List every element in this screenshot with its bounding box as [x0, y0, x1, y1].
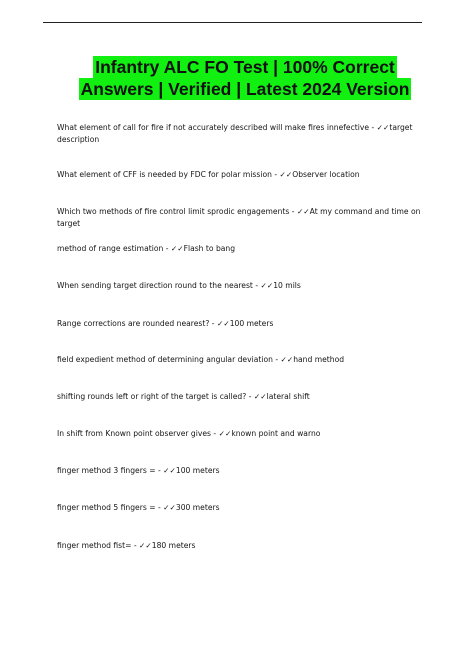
question-text: method of range estimation: [57, 244, 164, 253]
question-text: Range corrections are rounded nearest?: [57, 319, 210, 328]
check-icon: ✓✓: [260, 281, 274, 290]
separator: -: [271, 170, 280, 179]
separator: -: [252, 281, 261, 290]
check-icon: ✓✓: [253, 392, 267, 401]
title-line-2: Answers | Verified | Latest 2024 Version: [80, 79, 410, 99]
top-rule: [43, 22, 422, 23]
qa-item-11: [57, 502, 427, 514]
answer-text: target description: [57, 123, 413, 144]
separator: -: [131, 541, 140, 550]
qa-item-10: [57, 465, 427, 477]
check-icon: ✓✓: [218, 429, 232, 438]
answer-text: known point and warno: [231, 429, 321, 438]
question-text: When sending target direction round to the nearest: [57, 281, 253, 290]
answer-text: Observer location: [292, 170, 360, 179]
qa-item-2: [57, 169, 427, 181]
check-icon: ✓✓: [376, 123, 390, 132]
answer-text: 10 mils: [273, 281, 301, 290]
qa-item-4: [57, 243, 427, 255]
check-icon: ✓✓: [296, 207, 310, 216]
question-text: What element of CFF is needed by FDC for polar mission: [57, 170, 272, 179]
check-icon: ✓✓: [280, 355, 294, 364]
qa-item-3: [57, 206, 427, 230]
check-icon: ✓✓: [139, 541, 152, 550]
separator: -: [163, 244, 171, 253]
qa-item-7: [57, 354, 427, 366]
check-icon: ✓✓: [163, 503, 176, 512]
check-icon: ✓✓: [170, 244, 184, 253]
answer-text: 300 meters: [175, 503, 220, 512]
check-icon: ✓✓: [216, 319, 230, 328]
answer-text: At my command and time on target: [57, 207, 421, 228]
question-text: field expedient method of determining angular deviation: [57, 355, 273, 364]
separator: -: [289, 207, 297, 216]
question-text: What element of call for fire if not accurately described will make fires innefective: [57, 123, 370, 132]
qa-item-6: [57, 318, 427, 330]
question-text: Which two methods of fire control limit sprodic engagements: [57, 207, 290, 216]
question-text: In shift from Known point observer gives: [57, 429, 211, 438]
qa-item-5: [57, 280, 427, 292]
answer-text: 180 meters: [151, 541, 196, 550]
separator: -: [272, 355, 281, 364]
separator: -: [209, 319, 217, 328]
qa-item-1: [57, 122, 427, 146]
title-line-1: Infantry ALC FO Test | 100% Correct: [95, 57, 395, 77]
question-text: finger method 3 fingers =: [57, 466, 156, 475]
question-text: shifting rounds left or right of the target is called?: [57, 392, 247, 401]
answer-text: Flash to bang: [183, 244, 236, 253]
separator: -: [211, 429, 219, 438]
check-icon: ✓✓: [163, 466, 176, 475]
question-text: finger method fist=: [57, 541, 132, 550]
separator: -: [155, 503, 164, 512]
separator: -: [246, 392, 254, 401]
document-title: [57, 56, 433, 104]
answer-text: hand method: [293, 355, 345, 364]
question-text: finger method 5 fingers =: [57, 503, 156, 512]
separator: -: [369, 123, 377, 132]
answer-text: 100 meters: [229, 319, 274, 328]
qa-item-8: [57, 391, 427, 403]
qa-item-9: [57, 428, 427, 440]
answer-text: 100 meters: [175, 466, 220, 475]
qa-item-12: [57, 540, 427, 552]
check-icon: ✓✓: [279, 170, 293, 179]
separator: -: [155, 466, 164, 475]
answer-text: lateral shift: [266, 392, 310, 401]
